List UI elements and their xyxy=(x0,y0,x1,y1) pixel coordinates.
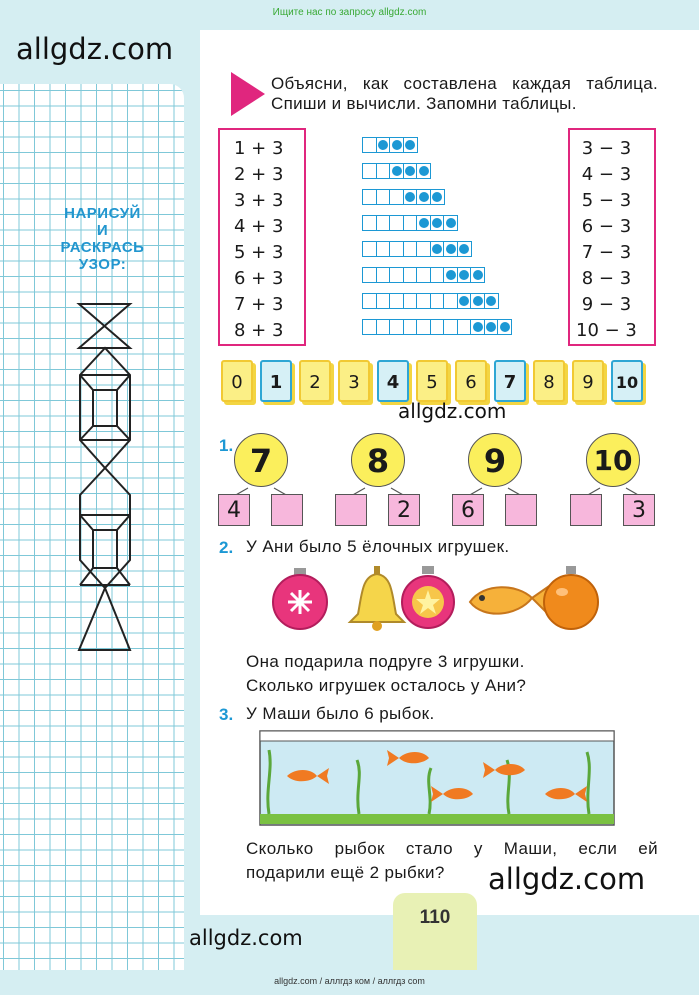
number-circle: 9 xyxy=(468,433,522,487)
pattern-drawing xyxy=(72,300,138,660)
task-number: 1. xyxy=(219,436,234,455)
table-row: 8 + 3 xyxy=(234,320,284,341)
number-card: 8 xyxy=(533,360,565,402)
task-number: 2. xyxy=(219,538,234,557)
cell-strip xyxy=(362,137,511,153)
pattern-inner-2 xyxy=(80,515,130,585)
play-arrow-icon xyxy=(231,72,265,116)
cell-strips xyxy=(362,137,511,335)
number-card: 1 xyxy=(260,360,292,402)
pattern-hexagon-2 xyxy=(80,468,130,588)
watermark: allgdz.com xyxy=(16,32,174,66)
task-text: подарили ещё 2 рыбки? xyxy=(246,863,445,882)
cell-strip xyxy=(362,267,511,283)
table-row: 1 + 3 xyxy=(234,138,284,159)
number-card: 5 xyxy=(416,360,448,402)
instruction-text: Объясни, как составлена каждая таблица. Спиши и вычисли. Запомни таблицы. xyxy=(271,74,658,113)
table-row: 5 − 3 xyxy=(576,190,632,211)
cell-strip xyxy=(362,163,511,179)
answer-box[interactable] xyxy=(335,494,367,526)
cell-strip xyxy=(362,189,511,205)
number-card: 0 xyxy=(221,360,253,402)
watermark: allgdz.com xyxy=(189,926,303,950)
pattern-bowtie-bottom xyxy=(79,588,130,650)
table-row: 10 − 3 xyxy=(576,320,637,341)
task-text: Сколько игрушек осталось у Ани? xyxy=(246,676,527,695)
watermark: allgdz.com xyxy=(398,399,507,423)
table-row: 8 − 3 xyxy=(576,268,632,289)
number-circle: 7 xyxy=(234,433,288,487)
table-row: 3 + 3 xyxy=(234,190,284,211)
table-row: 4 − 3 xyxy=(576,164,632,185)
subtraction-table xyxy=(568,128,656,346)
task-text: У Ани было 5 ёлочных игрушек. xyxy=(246,537,510,556)
aquarium-illustration xyxy=(259,730,615,826)
task-text: Она подарила подруге 3 игрушки. xyxy=(246,652,525,671)
table-row: 6 + 3 xyxy=(234,268,284,289)
cell-strip xyxy=(362,319,511,335)
answer-box[interactable]: 2 xyxy=(388,494,420,526)
task-text: У Маши было 6 рыбок. xyxy=(246,704,435,723)
number-card: 3 xyxy=(338,360,370,402)
table-row: 7 − 3 xyxy=(576,242,632,263)
table-row: 3 − 3 xyxy=(576,138,632,159)
addition-table xyxy=(218,128,306,346)
header-link[interactable]: Ищите нас по запросу allgdz.com xyxy=(272,7,427,18)
page-number: 110 xyxy=(419,907,451,928)
cell-strip xyxy=(362,215,511,231)
number-card: 10 xyxy=(611,360,643,402)
number-card: 2 xyxy=(299,360,331,402)
table-row: 5 + 3 xyxy=(234,242,284,263)
table-row: 4 + 3 xyxy=(234,216,284,237)
pattern-bowtie-top xyxy=(79,304,130,348)
left-panel-title: НАРИСУЙ И РАСКРАСЬ УЗОР: xyxy=(60,205,145,273)
number-row xyxy=(221,360,643,402)
answer-box[interactable]: 4 xyxy=(218,494,250,526)
answer-box[interactable]: 3 xyxy=(623,494,655,526)
table-row: 9 − 3 xyxy=(576,294,632,315)
answer-box[interactable] xyxy=(570,494,602,526)
answer-box[interactable] xyxy=(271,494,303,526)
table-row: 2 + 3 xyxy=(234,164,284,185)
task-number: 3. xyxy=(219,705,234,724)
number-card: 6 xyxy=(455,360,487,402)
cell-strip xyxy=(362,293,511,309)
number-circle: 8 xyxy=(351,433,405,487)
page-number-tab xyxy=(393,893,477,970)
pattern-hexagon-1 xyxy=(80,348,130,468)
answer-box[interactable] xyxy=(505,494,537,526)
cell-strip xyxy=(362,241,511,257)
watermark: allgdz.com xyxy=(488,862,646,896)
answer-box[interactable]: 6 xyxy=(452,494,484,526)
pattern-inner-1 xyxy=(80,375,130,440)
number-card: 4 xyxy=(377,360,409,402)
footer-links[interactable]: allgdz.com / аллгдз ком / аллгдз com xyxy=(274,976,425,986)
number-card: 7 xyxy=(494,360,526,402)
table-row: 6 − 3 xyxy=(576,216,632,237)
number-circle: 10 xyxy=(586,433,640,487)
number-card: 9 xyxy=(572,360,604,402)
task-text: Сколько рыбок стало у Маши, если ей xyxy=(246,839,658,858)
ornaments-illustration xyxy=(270,564,610,636)
table-row: 7 + 3 xyxy=(234,294,284,315)
